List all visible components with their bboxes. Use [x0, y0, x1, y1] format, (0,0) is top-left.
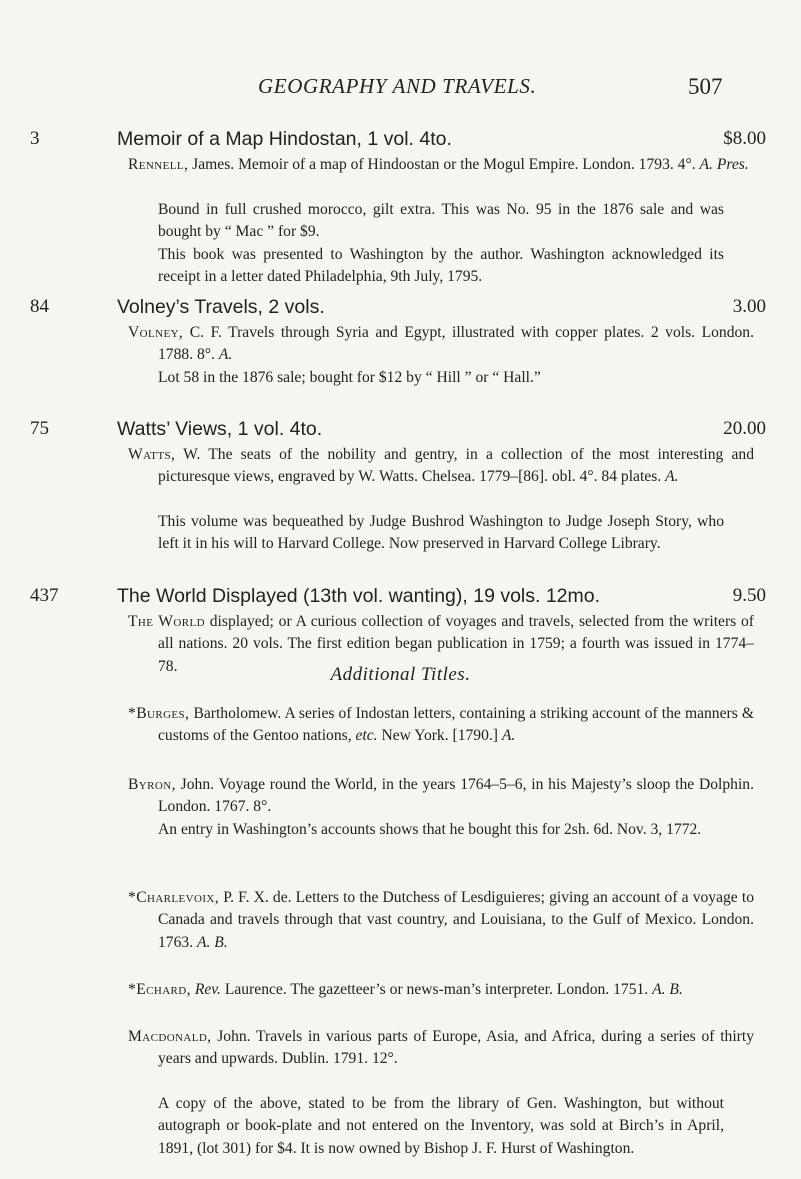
citation-marks: A.	[501, 727, 516, 745]
lot-number: 75	[30, 418, 49, 439]
citation-author: The World	[128, 613, 205, 630]
citation-text: P. F. X. de. Letters to the Dutchess of Lesdiguieres; giving an account of a voyage to Canada and travels through that vast country, and Louisiana, to the Gulf of Mexico. London. 1763.	[158, 889, 754, 951]
citation-author: *Burges,	[128, 705, 190, 722]
citation-author: *Echard,	[128, 981, 191, 998]
citation-etc: etc.	[355, 727, 378, 745]
page-number: 507	[688, 74, 723, 99]
lot-number: 437	[30, 585, 59, 606]
entry-note: Lot 58 in the 1876 sale; bought for $12 by “ Hill ” or “ Hall.”	[158, 369, 541, 386]
bibliographic-citation	[128, 444, 754, 489]
entry-price: 9.50	[732, 585, 766, 606]
citation-text: James. Memoir of a map of Hindoostan or the Mogul Empire. London. 1793. 4°.	[188, 156, 700, 173]
entry-note: A copy of the above, stated to be from the library of Gen. Washington, but without autograph or book-plate and not entered on the Inventory, was sold at Birch’s in April, 1891, (lot 301) for $4. It is now owned by Bishop J. F. Hurst of Washington.	[158, 1095, 724, 1157]
lot-number: 84	[30, 296, 49, 317]
citation-author: Macdonald,	[128, 1028, 212, 1045]
citation-text: Bartholomew. A series of Indostan letters, containing a striking account of the manners & customs of the Gentoo nations,	[158, 705, 754, 745]
additional-title-entry	[128, 774, 754, 819]
section-heading: Additional Titles.	[330, 664, 471, 685]
citation-marks: A. Pres.	[699, 156, 749, 173]
bibliographic-citation	[128, 322, 754, 367]
entry-price: 20.00	[723, 418, 766, 439]
citation-text: W. The seats of the nobility and gentry, in a collection of the most interesting and picturesque views, engraved by W. Watts. Chelsea. 1779–[86]. obl. 4°. 84 plates.	[158, 446, 754, 486]
citation-marks: A. B.	[652, 981, 683, 998]
lot-number: 3	[30, 128, 40, 149]
entry-title: Watts’ Views, 1 vol. 4to.	[117, 418, 323, 440]
citation-author: Rennell,	[128, 156, 189, 173]
entry-note: Bound in full crushed morocco, gilt extra. This was No. 95 in the 1876 sale and was bought by “ Mac ” for $9.	[158, 201, 724, 241]
citation-text: John. Voyage round the World, in the years 1764–5–6, in his Majesty’s sloop the Dolphin. London. 1767. 8°.	[158, 776, 754, 816]
entry-price: $8.00	[723, 128, 766, 149]
entry-title: Volney’s Travels, 2 vols.	[117, 296, 325, 318]
citation-text-cont: New York. [1790.]	[377, 727, 502, 745]
citation-text: John. Travels in various parts of Europe, Asia, and Africa, during a series of thirty years and upwards. Dublin. 1791. 12°.	[158, 1028, 754, 1068]
additional-title-entry	[128, 703, 754, 748]
citation-author: Volney,	[128, 324, 184, 341]
citation-text-cont: Laurence. The gazetteer’s or news-man’s interpreter. London. 1751.	[220, 981, 653, 998]
additional-title-entry	[128, 887, 754, 954]
citation-marks: A. B.	[196, 933, 228, 951]
running-head	[0, 74, 801, 104]
additional-title-entry	[128, 979, 754, 1001]
citation-author: Byron,	[128, 776, 176, 793]
entry-note: This book was presented to Washington by the author. Washington acknowledged its receipt in a letter dated Philadelphia, 9th July, 1795.	[158, 246, 724, 286]
bibliographic-citation	[128, 154, 754, 176]
citation-marks: A.	[218, 346, 233, 364]
running-head-title: GEOGRAPHY AND TRAVELS.	[258, 74, 537, 98]
additional-title-entry	[128, 1026, 754, 1071]
citation-etc: Rev.	[194, 981, 221, 998]
entry-title: Memoir of a Map Hindostan, 1 vol. 4to.	[117, 128, 452, 150]
citation-author: Watts,	[128, 446, 176, 463]
entry-price: 3.00	[732, 296, 766, 317]
entry-note: This volume was bequeathed by Judge Bushrod Washington to Judge Joseph Story, who left it in his will to Harvard College. Now preserved in Harvard College Library.	[158, 513, 724, 553]
citation-marks: A.	[665, 468, 679, 486]
citation-text: displayed; or A curious collection of voyages and travels, selected from the writers of all nations. 20 vols. The first edition began publication in 1759; a fourth was issued in 1774–78.	[158, 613, 754, 675]
entry-note: An entry in Washington’s accounts shows that he bought this for 2sh. 6d. Nov. 3, 1772.	[158, 821, 702, 838]
citation-text: C. F. Travels through Syria and Egypt, illustrated with copper plates. 2 vols. London. 1788. 8°.	[158, 324, 754, 364]
entry-title: The World Displayed (13th vol. wanting), 19 vols. 12mo.	[117, 585, 601, 607]
citation-author: *Charlevoix,	[128, 889, 220, 906]
